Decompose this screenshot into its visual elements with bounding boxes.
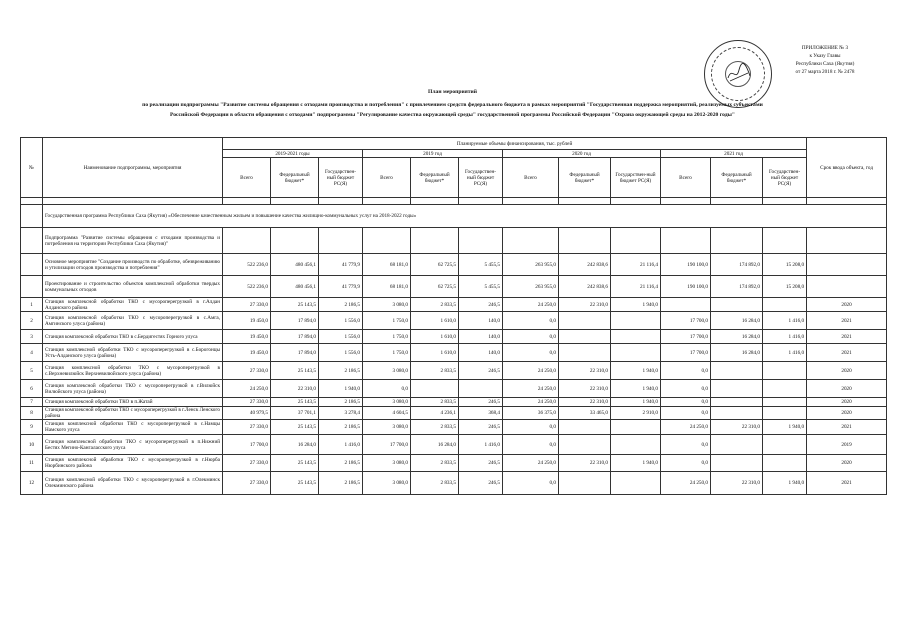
row-number: 4 — [21, 344, 43, 362]
funding-value: 19 450,0 — [223, 330, 271, 344]
funding-value: 2 186,5 — [319, 398, 363, 407]
funding-value — [319, 228, 363, 254]
funding-value: 2 186,5 — [319, 298, 363, 312]
funding-value: 0,0 — [661, 407, 711, 420]
funding-value: 140,0 — [459, 312, 503, 330]
appendix-number: ПРИЛОЖЕНИЕ № 3 — [801, 45, 849, 51]
funding-value — [611, 435, 661, 455]
header-number: № — [21, 138, 43, 198]
funding-value: 22 310,0 — [559, 362, 611, 380]
funding-value: 3 080,0 — [363, 362, 411, 380]
row-number: 6 — [21, 380, 43, 398]
sub-total: Всего — [503, 158, 559, 198]
row-deadline-year: 2020 — [807, 455, 887, 472]
table-row — [21, 362, 887, 380]
row-number: 3 — [21, 330, 43, 344]
funding-value: 17 700,0 — [223, 435, 271, 455]
funding-value: 16 284,0 — [271, 435, 319, 455]
funding-value — [411, 380, 459, 398]
row-name: Проектирование и строительство объектов комплексной обработки твердых коммунальных отходов — [43, 276, 223, 298]
funding-value: 1 940,0 — [611, 362, 661, 380]
appendix-block — [770, 44, 880, 76]
funding-value: 140,0 — [459, 344, 503, 362]
funding-value: 5 455,5 — [459, 254, 503, 276]
funding-value: 0,0 — [661, 455, 711, 472]
row-deadline-year: 2020 — [807, 362, 887, 380]
row-number: 11 — [21, 455, 43, 472]
funding-value — [711, 435, 763, 455]
row-name: Станция комплексной обработки ТКО с мусороперегрузкой в г.Вилюйск Вилюйского улуса (района) — [43, 380, 223, 398]
row-number: 2 — [21, 312, 43, 330]
funding-value: 24 250,0 — [503, 362, 559, 380]
table-row — [21, 455, 887, 472]
table-row — [21, 407, 887, 420]
funding-value: 22 310,0 — [711, 420, 763, 435]
funding-value: 15 208,0 — [763, 254, 807, 276]
funding-value: 25 143,5 — [271, 298, 319, 312]
funding-value: 0,0 — [503, 344, 559, 362]
funding-value: 1 556,0 — [319, 312, 363, 330]
funding-value: 41 779,9 — [319, 254, 363, 276]
funding-value: 1 556,0 — [319, 330, 363, 344]
funding-value: 4 236,1 — [411, 407, 459, 420]
funding-value: 2 833,5 — [411, 298, 459, 312]
document-title: План мероприятий — [428, 89, 477, 95]
funding-value — [711, 362, 763, 380]
funding-value: 25 143,5 — [271, 420, 319, 435]
funding-value: 522 236,0 — [223, 276, 271, 298]
funding-value — [559, 344, 611, 362]
funding-value — [763, 398, 807, 407]
table-row — [21, 398, 887, 407]
table-row — [21, 472, 887, 495]
funding-value: 27 330,0 — [223, 420, 271, 435]
funding-value: 41 779,9 — [319, 276, 363, 298]
header-period-2020: 2020 год — [503, 150, 661, 158]
table-row — [21, 228, 887, 254]
funding-value: 0,0 — [661, 380, 711, 398]
funding-value: 0,0 — [503, 472, 559, 495]
funding-value — [763, 298, 807, 312]
funding-value — [661, 298, 711, 312]
funding-value: 1 940,0 — [611, 398, 661, 407]
funding-value: 3 080,0 — [363, 455, 411, 472]
appendix-republic: Республики Саха (Якутия) — [795, 61, 855, 67]
funding-value: 27 330,0 — [223, 298, 271, 312]
funding-value — [271, 228, 319, 254]
funding-value — [611, 472, 661, 495]
funding-value — [763, 407, 807, 420]
funding-value — [559, 420, 611, 435]
funding-value — [559, 435, 611, 455]
funding-value: 246,5 — [459, 362, 503, 380]
funding-value: 17 700,0 — [661, 344, 711, 362]
funding-value: 190 100,0 — [661, 276, 711, 298]
header-deadline: Срок ввода объекта, год — [807, 138, 887, 198]
funding-value: 3 080,0 — [363, 472, 411, 495]
funding-value: 242 838,6 — [559, 276, 611, 298]
sub-federal: Федеральный бюджет* — [711, 158, 763, 198]
funding-value: 3 080,0 — [363, 420, 411, 435]
funding-value: 2 186,5 — [319, 472, 363, 495]
funding-value: 246,5 — [459, 420, 503, 435]
row-number — [21, 254, 43, 276]
header-period-2019: 2019 год — [363, 150, 503, 158]
funding-value — [459, 228, 503, 254]
row-name: Станция комплексной обработки ТКО с мусороперегрузкой в с.Верхневилюйск Верхневилюйского улуса (района) — [43, 362, 223, 380]
row-deadline-year — [807, 254, 887, 276]
funding-value: 1 940,0 — [763, 472, 807, 495]
funding-value: 246,5 — [459, 455, 503, 472]
funding-value: 480 456,1 — [271, 254, 319, 276]
row-deadline-year: 2021 — [807, 344, 887, 362]
row-deadline-year: 2020 — [807, 407, 887, 420]
row-deadline-year: 2021 — [807, 472, 887, 495]
funding-value: 1 940,0 — [319, 380, 363, 398]
row-name: Станция комплексной обработки ТКО с мусороперегрузкой в с.Амга, Амгинского улуса (района) — [43, 312, 223, 330]
table-row — [21, 276, 887, 298]
funding-value: 1 940,0 — [611, 380, 661, 398]
row-name: Станция комплексной обработки ТКО в п.Жатай — [43, 398, 223, 407]
row-name: Подпрограмма "Развитие системы обращения с отходами производства и потребления на территории Республики Саха (Якутия)" — [43, 228, 223, 254]
funding-value: 25 143,5 — [271, 362, 319, 380]
funding-value: 27 330,0 — [223, 472, 271, 495]
funding-value — [711, 380, 763, 398]
appendix-date: от 27 марта 2018 г. № 2478 — [795, 69, 855, 75]
funding-value: 0,0 — [503, 435, 559, 455]
funding-value: 22 310,0 — [559, 298, 611, 312]
funding-value — [223, 228, 271, 254]
row-deadline-year — [807, 228, 887, 254]
funding-value: 2 833,5 — [411, 455, 459, 472]
funding-value: 22 310,0 — [271, 380, 319, 398]
row-number: 5 — [21, 362, 43, 380]
funding-value: 263 955,0 — [503, 276, 559, 298]
funding-value: 0,0 — [661, 398, 711, 407]
row-number: 1 — [21, 298, 43, 312]
funding-value: 22 310,0 — [711, 472, 763, 495]
funding-value: 1 940,0 — [611, 455, 661, 472]
funding-value: 0,0 — [363, 380, 411, 398]
funding-value: 68 181,0 — [363, 254, 411, 276]
funding-value: 24 250,0 — [661, 420, 711, 435]
funding-value: 190 100,0 — [661, 254, 711, 276]
table-row — [21, 312, 887, 330]
funding-value: 25 143,5 — [271, 472, 319, 495]
funding-value — [711, 407, 763, 420]
funding-value: 1 556,0 — [319, 344, 363, 362]
funding-value — [711, 298, 763, 312]
funding-value — [661, 228, 711, 254]
header-period-2021: 2021 год — [661, 150, 807, 158]
funding-value: 1 610,0 — [411, 330, 459, 344]
funding-value — [503, 228, 559, 254]
funding-value: 19 450,0 — [223, 344, 271, 362]
funding-value — [559, 228, 611, 254]
sub-federal: Федеральный бюджет* — [559, 158, 611, 198]
funding-value — [611, 228, 661, 254]
funding-value: 27 330,0 — [223, 362, 271, 380]
funding-value — [459, 380, 503, 398]
funding-value: 1 610,0 — [411, 312, 459, 330]
row-number — [21, 276, 43, 298]
funding-value: 16 284,0 — [711, 312, 763, 330]
funding-value: 16 284,0 — [411, 435, 459, 455]
row-number — [21, 228, 43, 254]
funding-value: 36 375,0 — [503, 407, 559, 420]
sub-federal: Федеральный бюджет* — [271, 158, 319, 198]
program-title: Государственная программа Республики Саха (Якутия) «Обеспечение качественным жильем и повышение качества жилищно-коммунальных услуг на 2018-2022 годы» — [43, 205, 887, 228]
document-subtitle-line2: Российской Федерации в области обращения с отходами" подпрограммы "Регулирование качества окружающей среды" государственной программы Российской Федерации "Охрана окружающей среды на 2012-2020 годы" — [169, 112, 736, 118]
funding-value: 246,5 — [459, 398, 503, 407]
funding-value: 62 725,5 — [411, 254, 459, 276]
funding-value — [611, 420, 661, 435]
funding-value: 0,0 — [503, 420, 559, 435]
document-subtitle-line1: по реализации подпрограммы "Развитие системы обращения с отходами производства и потребления" с привлечением средств федерального бюджета в рамках мероприятий "Государственная поддержка мероприятий, реализуемых субъектами — [142, 102, 763, 108]
funding-value: 17 700,0 — [363, 435, 411, 455]
funding-value: 24 250,0 — [661, 472, 711, 495]
funding-value — [611, 344, 661, 362]
funding-value: 480 456,1 — [271, 276, 319, 298]
funding-value: 15 208,0 — [763, 276, 807, 298]
funding-value: 5 455,5 — [459, 276, 503, 298]
row-deadline-year — [807, 276, 887, 298]
funding-value: 27 330,0 — [223, 398, 271, 407]
row-name: Основное мероприятие "Создание производств по обработке, обезвреживанию и утилизации отходов производства и потребления" — [43, 254, 223, 276]
funding-value: 1 610,0 — [411, 344, 459, 362]
appendix-decree: к Указу Главы — [809, 53, 841, 59]
funding-value: 25 143,5 — [271, 455, 319, 472]
funding-value — [763, 362, 807, 380]
funding-value: 1 750,0 — [363, 312, 411, 330]
row-number: 12 — [21, 472, 43, 495]
sub-regional: Государствен-ный бюджет РС(Я) — [319, 158, 363, 198]
funding-value: 17 700,0 — [661, 330, 711, 344]
funding-value: 24 250,0 — [503, 380, 559, 398]
funding-value — [711, 455, 763, 472]
table-row — [21, 344, 887, 362]
funding-value: 246,5 — [459, 472, 503, 495]
sub-regional: Государствен-ный бюджет РС(Я) — [611, 158, 661, 198]
funding-value — [559, 312, 611, 330]
row-name: Станция комплексной обработки ТКО в с.Бердигестях Горного улуса — [43, 330, 223, 344]
sub-regional: Государствен-ный бюджет РС(Я) — [763, 158, 807, 198]
funding-value: 1 416,0 — [763, 330, 807, 344]
funding-value: 33 465,0 — [559, 407, 611, 420]
funding-value: 62 725,5 — [411, 276, 459, 298]
header-funding: Планируемые объемы финансирования, тыс. рублей — [223, 138, 807, 150]
funding-value: 0,0 — [503, 312, 559, 330]
funding-value: 17 894,0 — [271, 330, 319, 344]
funding-value: 68 181,0 — [363, 276, 411, 298]
funding-value: 22 310,0 — [559, 380, 611, 398]
program-row — [21, 205, 887, 228]
row-name: Станция комплексной обработки ТКО с мусороперегрузкой в г.Алдан Алданского района — [43, 298, 223, 312]
funding-value: 1 416,0 — [763, 344, 807, 362]
funding-value: 2 833,5 — [411, 398, 459, 407]
funding-value: 0,0 — [661, 435, 711, 455]
sub-total: Всего — [223, 158, 271, 198]
funding-value — [763, 380, 807, 398]
funding-value: 19 450,0 — [223, 312, 271, 330]
spacer-row — [21, 198, 887, 205]
funding-value: 263 955,0 — [503, 254, 559, 276]
funding-value: 17 894,0 — [271, 344, 319, 362]
funding-value: 2 833,5 — [411, 420, 459, 435]
funding-value: 17 894,0 — [271, 312, 319, 330]
row-number: 8 — [21, 407, 43, 420]
funding-plan-table — [20, 137, 887, 495]
sub-federal: Федеральный бюджет* — [411, 158, 459, 198]
funding-value: 1 416,0 — [763, 312, 807, 330]
row-number: 7 — [21, 398, 43, 407]
row-name: Станция комплексной обработки ТКО с мусороперегрузкой в г.Ленск Ленского района — [43, 407, 223, 420]
header-period-2019-2021: 2019-2021 годы — [223, 150, 363, 158]
row-deadline-year: 2019 — [807, 435, 887, 455]
funding-value: 522 236,0 — [223, 254, 271, 276]
funding-value: 1 750,0 — [363, 344, 411, 362]
funding-value: 4 604,5 — [363, 407, 411, 420]
row-deadline-year: 2020 — [807, 398, 887, 407]
funding-value: 22 310,0 — [559, 455, 611, 472]
funding-value: 21 116,4 — [611, 254, 661, 276]
funding-value: 1 940,0 — [763, 420, 807, 435]
funding-value: 2 833,5 — [411, 362, 459, 380]
funding-value: 174 892,0 — [711, 254, 763, 276]
funding-value — [611, 312, 661, 330]
funding-value: 3 080,0 — [363, 298, 411, 312]
funding-value: 174 892,0 — [711, 276, 763, 298]
funding-value: 3 080,0 — [363, 398, 411, 407]
table-row — [21, 380, 887, 398]
funding-value — [711, 398, 763, 407]
row-deadline-year: 2020 — [807, 380, 887, 398]
funding-value: 40 979,5 — [223, 407, 271, 420]
funding-value: 0,0 — [661, 362, 711, 380]
table-row — [21, 298, 887, 312]
table-row — [21, 420, 887, 435]
funding-value — [363, 228, 411, 254]
funding-value — [411, 228, 459, 254]
signature-scribble — [726, 62, 752, 84]
funding-value — [711, 228, 763, 254]
funding-value: 2 186,5 — [319, 455, 363, 472]
row-name: Станция комплексной обработки ТКО с мусороперегрузкой в с.Борогонцы Усть-Алданского улуса (района) — [43, 344, 223, 362]
funding-value: 368,4 — [459, 407, 503, 420]
funding-value: 24 250,0 — [223, 380, 271, 398]
funding-value: 242 838,6 — [559, 254, 611, 276]
funding-value: 1 416,0 — [319, 435, 363, 455]
funding-value: 140,0 — [459, 330, 503, 344]
funding-value — [763, 435, 807, 455]
funding-value: 37 701,1 — [271, 407, 319, 420]
funding-value — [763, 228, 807, 254]
row-number: 9 — [21, 420, 43, 435]
funding-value: 22 310,0 — [559, 398, 611, 407]
funding-value — [763, 455, 807, 472]
funding-value: 16 284,0 — [711, 344, 763, 362]
table-row — [21, 435, 887, 455]
funding-value: 27 330,0 — [223, 455, 271, 472]
funding-value — [559, 330, 611, 344]
row-deadline-year: 2021 — [807, 420, 887, 435]
funding-value: 2 833,5 — [411, 472, 459, 495]
funding-value: 0,0 — [503, 330, 559, 344]
row-name: Станция комплексной обработки ТКО с мусороперегрузкой в с.Намцы Намского улуса — [43, 420, 223, 435]
sub-total: Всего — [661, 158, 711, 198]
funding-value: 2 186,5 — [319, 362, 363, 380]
row-name: Станция комплексной обработки ТКО с мусороперегрузкой в п.Нижний Бестях Мегино-Кангаласского улуса — [43, 435, 223, 455]
funding-value: 17 700,0 — [661, 312, 711, 330]
row-deadline-year: 2020 — [807, 298, 887, 312]
row-name: Станция комплексной обработки ТКО с мусороперегрузкой в г.Нюрба Нюрбинского района — [43, 455, 223, 472]
sub-regional: Государствен-ный бюджет РС(Я) — [459, 158, 503, 198]
sub-total: Всего — [363, 158, 411, 198]
funding-value — [611, 330, 661, 344]
funding-value: 21 116,4 — [611, 276, 661, 298]
funding-value — [559, 472, 611, 495]
funding-value: 246,5 — [459, 298, 503, 312]
funding-value: 24 250,0 — [503, 398, 559, 407]
header-name: Наименование подпрограммы, мероприятия — [43, 138, 223, 198]
funding-value: 3 278,4 — [319, 407, 363, 420]
funding-value: 2 186,5 — [319, 420, 363, 435]
funding-value: 1 940,0 — [611, 298, 661, 312]
funding-value: 1 750,0 — [363, 330, 411, 344]
row-deadline-year: 2021 — [807, 312, 887, 330]
funding-value: 24 250,0 — [503, 298, 559, 312]
table-row — [21, 254, 887, 276]
funding-value: 16 284,0 — [711, 330, 763, 344]
funding-value: 25 143,5 — [271, 398, 319, 407]
funding-value: 1 416,0 — [459, 435, 503, 455]
funding-value: 2 910,0 — [611, 407, 661, 420]
row-number: 10 — [21, 435, 43, 455]
funding-value: 24 250,0 — [503, 455, 559, 472]
table-row — [21, 330, 887, 344]
row-name: Станция комплексной обработки ТКО с мусороперегрузкой в г.Олекминск Олекминского района — [43, 472, 223, 495]
row-deadline-year: 2021 — [807, 330, 887, 344]
